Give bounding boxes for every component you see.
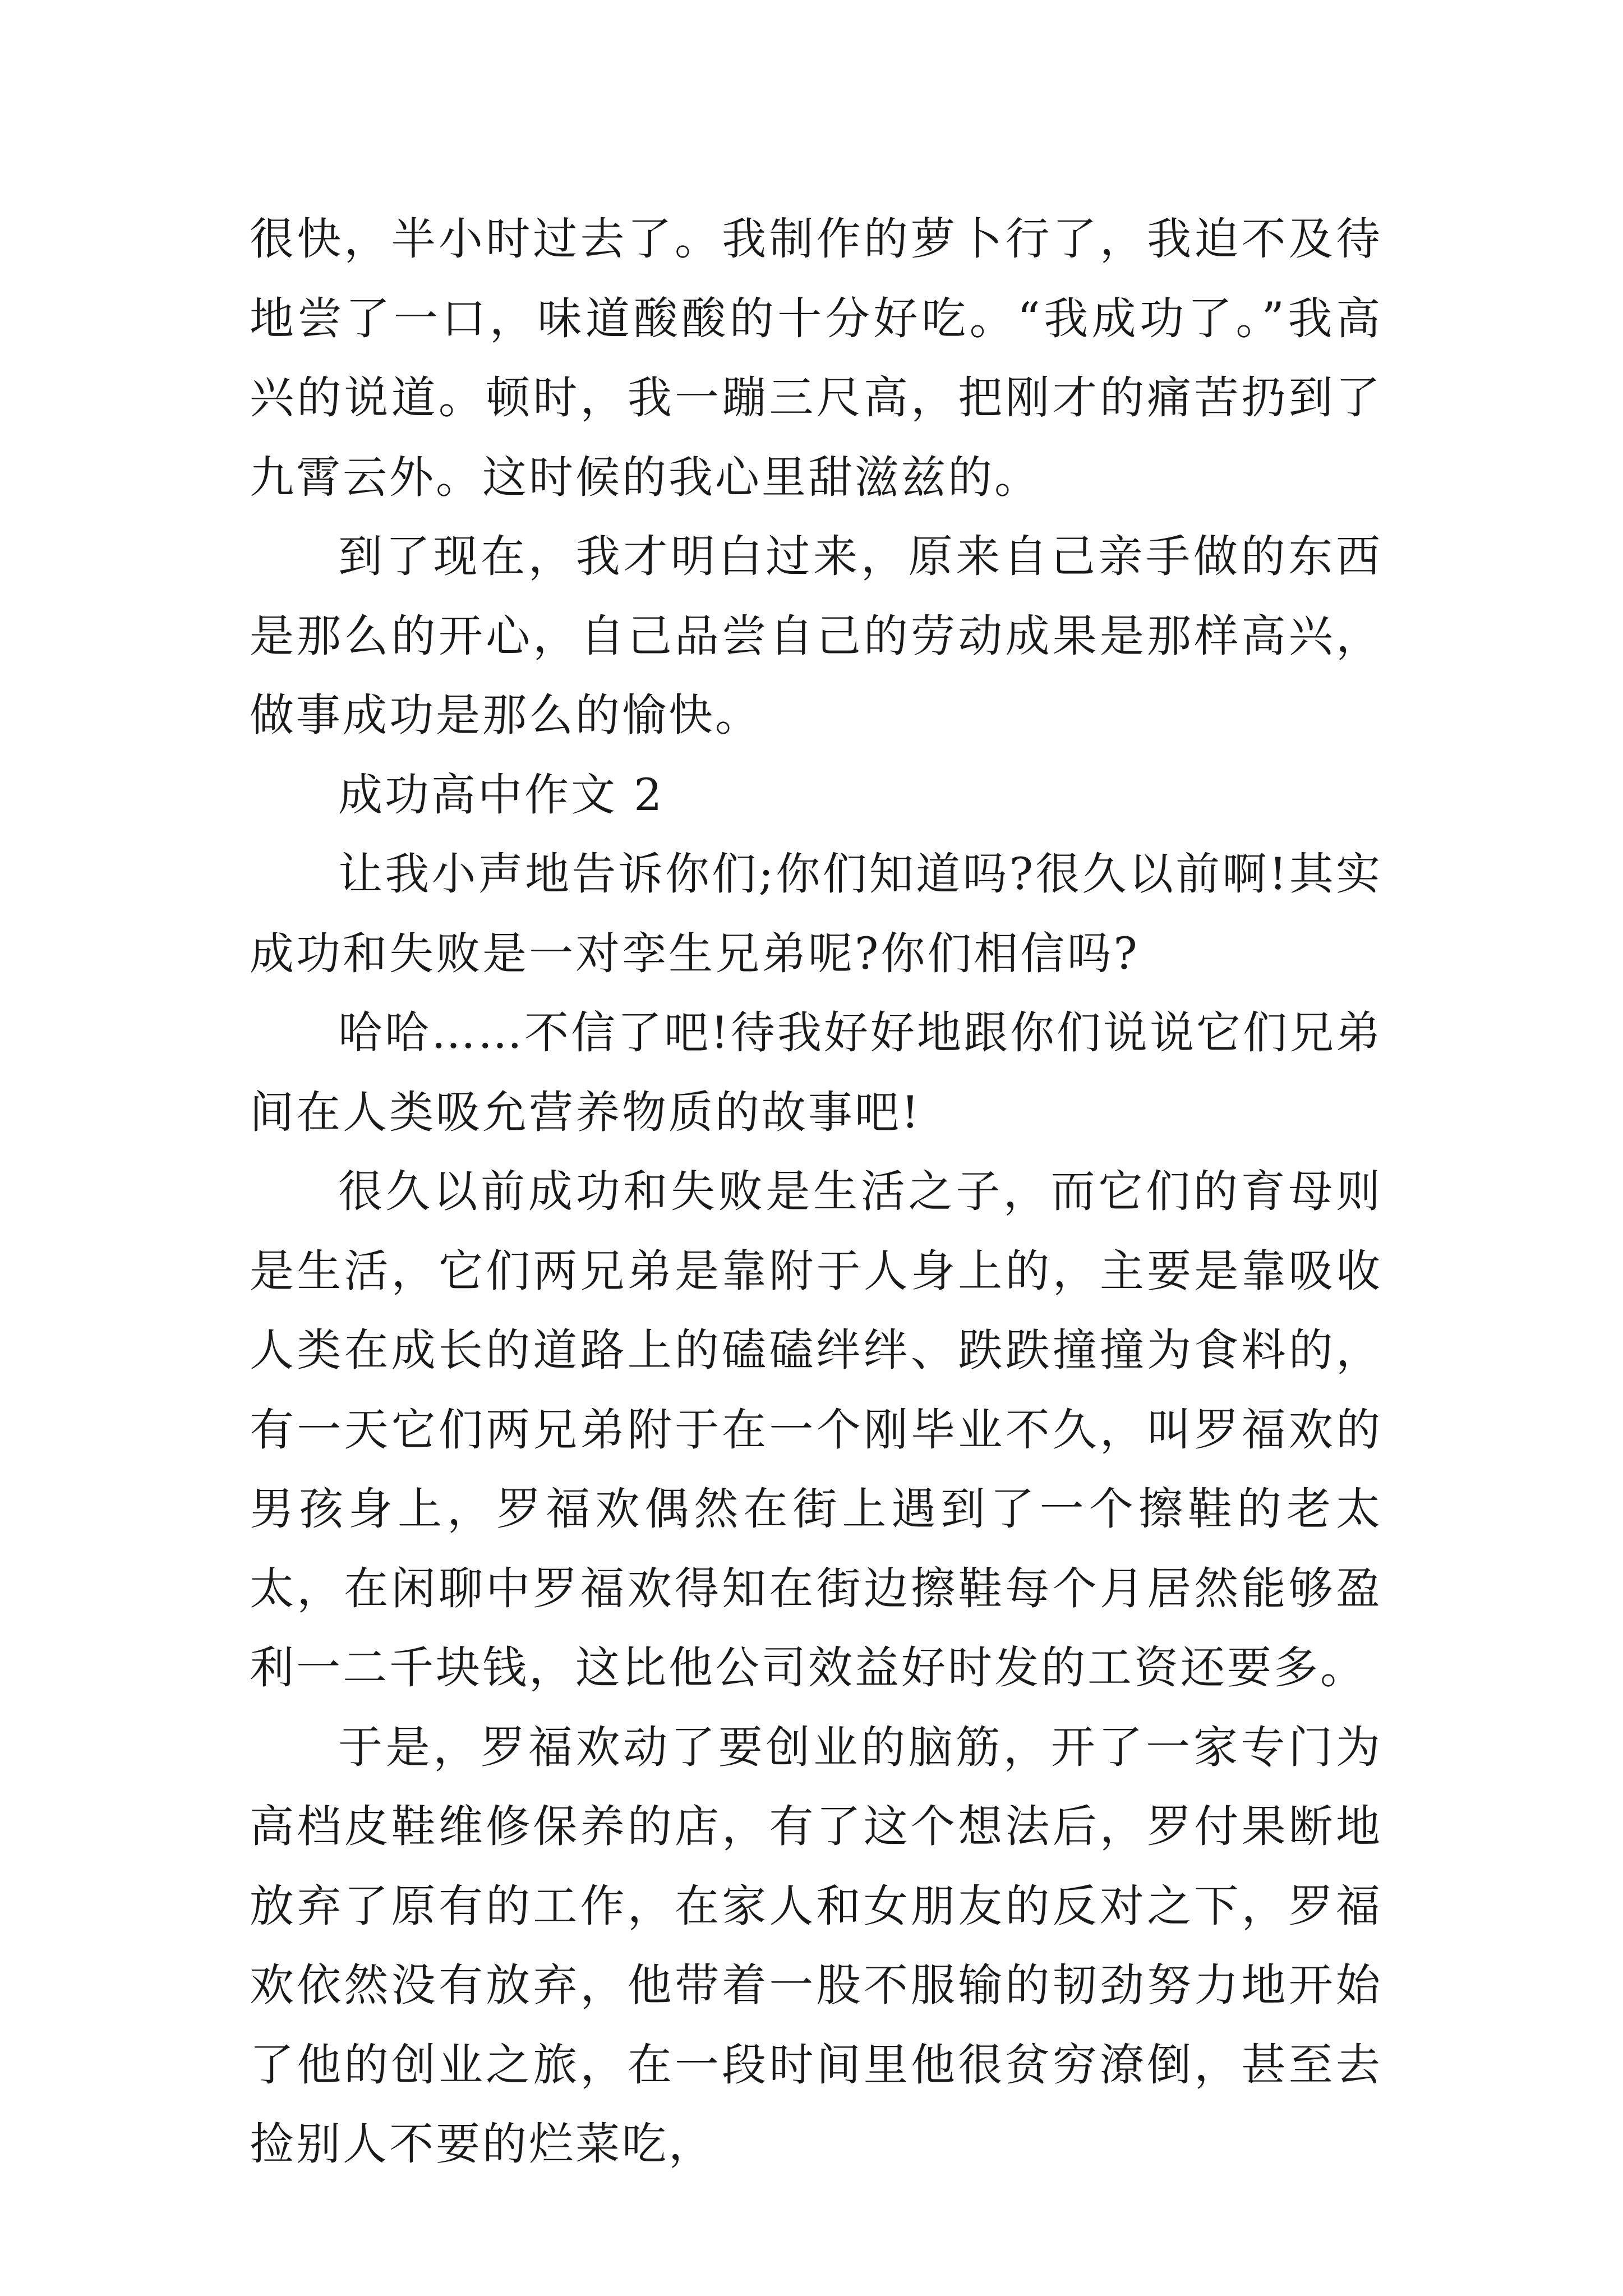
section-heading: 成功高中作文 2 (338, 769, 665, 821)
paragraph: 很久以前成功和失败是生活之子，而它们的育母则是生活，它们两兄弟是靠附于人身上的，主要是靠吸收人类在成长的道路上的磕磕绊绊、跌跌撞撞为食料的，有一天它们两兄弟附于在一个刚毕业不久，叫罗福欢的男孩身上，罗福欢偶然在街上遇到了一个擦鞋的老太太，在闲聊中罗福欢得知在街边擦鞋每个月居然能够盈利一二千块钱，这比他公司效益好时发的工资还要多。 (250, 1166, 1382, 1694)
paragraph: 于是，罗福欢动了要创业的脑筋，开了一家专门为高档皮鞋维修保养的店，有了这个想法后，罗付果断地放弃了原有的工作，在家人和女朋友的反对之下，罗福欢依然没有放弃，他带着一股不服输的韧劲努力地开始了他的创业之旅，在一段时间里他很贫穷潦倒，甚至去捡别人不要的烂菜吃， (250, 1721, 1382, 2170)
paragraph: 到了现在，我才明白过来，原来自己亲手做的东西是那么的开心，自己品尝自己的劳动成果是那样高兴，做事成功是那么的愉快。 (250, 531, 1382, 741)
body-text (250, 200, 1382, 2184)
paragraph: 让我小声地告诉你们;你们知道吗?很久以前啊!其实成功和失败是一对孪生兄弟呢?你们相信吗? (250, 848, 1382, 979)
paragraph: 哈哈……不信了吧!待我好好地跟你们说说它们兄弟间在人类吸允营养物质的故事吧! (250, 1007, 1382, 1138)
paragraph: 很快，半小时过去了。我制作的萝卜行了，我迫不及待地尝了一口，味道酸酸的十分好吃。“我成功了。”我高兴的说道。顿时，我一蹦三尺高，把刚才的痛苦扔到了九霄云外。这时候的我心里甜滋兹的。 (250, 213, 1382, 503)
